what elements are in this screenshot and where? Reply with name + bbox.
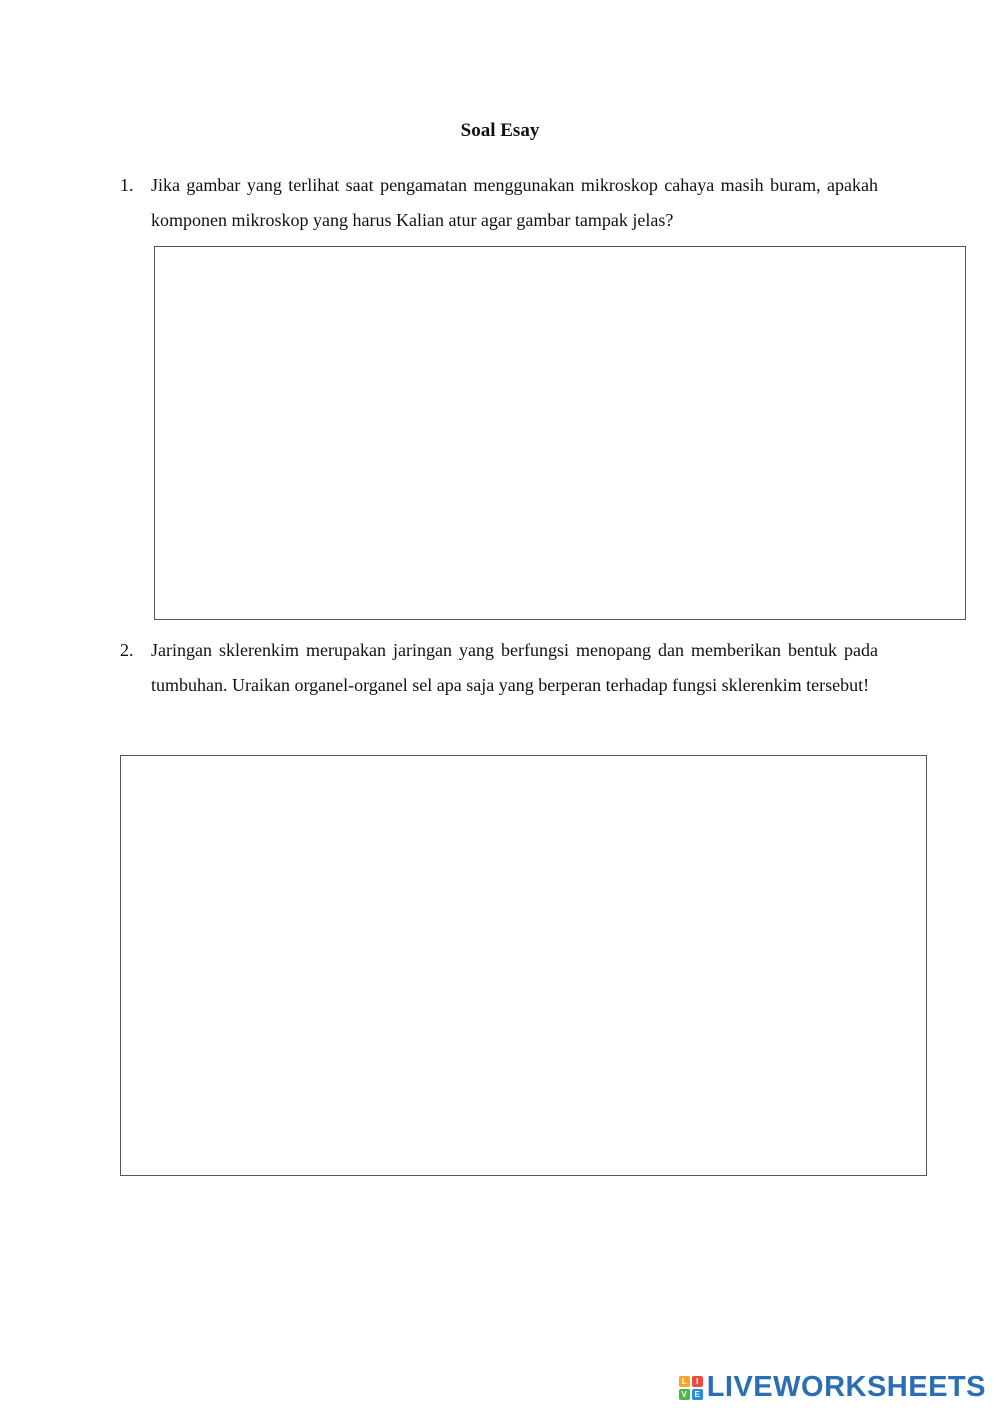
question-2 bbox=[120, 633, 878, 703]
logo-tile-i: I bbox=[692, 1376, 703, 1387]
logo-tile-l: L bbox=[679, 1376, 690, 1387]
liveworksheets-logo bbox=[679, 1371, 986, 1404]
logo-tile-e: E bbox=[692, 1389, 703, 1400]
question-text: Jika gambar yang terlihat saat pengamatan menggunakan mikroskop cahaya masih buram, apakah komponen mikroskop yang harus Kalian atur agar gambar tampak jelas? bbox=[151, 175, 878, 230]
answer-box-2[interactable] bbox=[120, 755, 927, 1176]
question-number: 1. bbox=[120, 175, 134, 195]
page-title: Soal Esay bbox=[460, 120, 540, 141]
question-number: 2. bbox=[120, 640, 134, 660]
logo-icon bbox=[679, 1376, 703, 1400]
answer-box-1[interactable] bbox=[154, 246, 966, 620]
question-1 bbox=[120, 168, 878, 238]
logo-text: LIVEWORKSHEETS bbox=[706, 1371, 986, 1403]
logo-tile-v: V bbox=[679, 1389, 690, 1400]
question-text: Jaringan sklerenkim merupakan jaringan yang berfungsi menopang dan memberikan bentuk pada tumbuhan. Uraikan organel-organel sel apa saja yang berperan terhadap fungsi sklerenkim tersebut! bbox=[151, 640, 878, 695]
